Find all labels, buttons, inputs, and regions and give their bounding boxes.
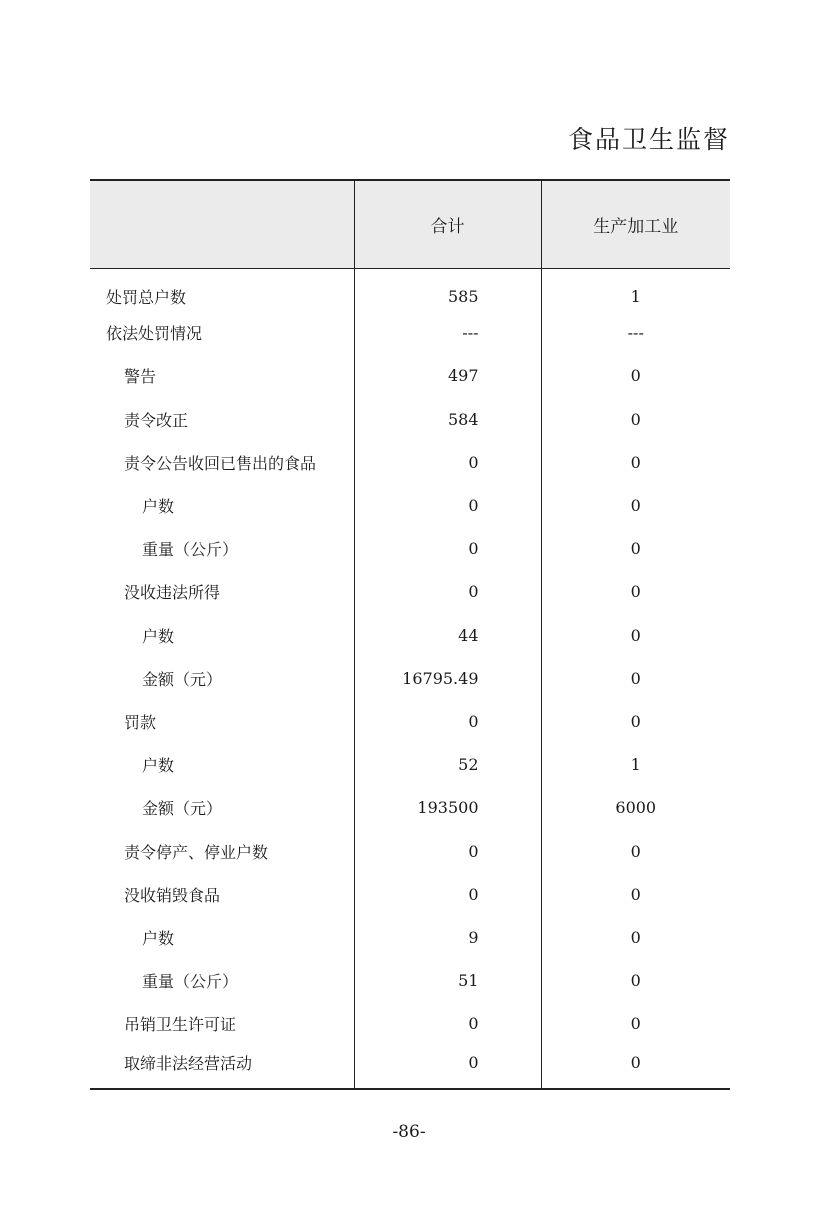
production-value: 6000 — [615, 798, 657, 818]
table-row — [90, 1002, 730, 1045]
row-label: 金额（元） — [142, 799, 223, 819]
row-label: 责令改正 — [124, 410, 189, 430]
table-row — [90, 916, 730, 959]
row-label: 罚款 — [124, 712, 157, 732]
table-row — [90, 873, 730, 916]
row-label: 警告 — [124, 367, 157, 387]
production-value: 0 — [630, 539, 641, 559]
table-row — [90, 743, 730, 786]
row-label: 户数 — [142, 756, 175, 776]
production-value: 0 — [630, 625, 641, 645]
production-value: 0 — [630, 668, 641, 688]
row-label: 吊销卫生许可证 — [124, 1015, 237, 1035]
production-value: 0 — [630, 496, 641, 516]
total-value: 0 — [354, 441, 541, 484]
total-value: 16795.49 — [354, 657, 541, 700]
table-row — [90, 614, 730, 657]
table-row — [90, 484, 730, 527]
total-value: 44 — [354, 614, 541, 657]
production-value: 0 — [630, 884, 641, 904]
row-label: 没收销毁食品 — [124, 885, 221, 905]
production-value: 0 — [630, 841, 641, 861]
total-value: 193500 — [354, 786, 541, 829]
table-row — [90, 570, 730, 613]
page-number: -86- — [392, 1122, 426, 1142]
row-label: 金额（元） — [142, 669, 223, 689]
table-row — [90, 959, 730, 1002]
header-production: 生产加工业 — [541, 180, 730, 268]
table-body — [90, 268, 730, 1089]
total-value: 0 — [354, 484, 541, 527]
production-value: --- — [627, 323, 644, 343]
row-label: 户数 — [142, 626, 175, 646]
production-value: 0 — [630, 409, 641, 429]
row-label: 重量（公斤） — [142, 972, 239, 992]
penalty-table-container — [90, 179, 730, 1090]
total-value: 0 — [354, 873, 541, 916]
table-row — [90, 354, 730, 397]
row-label: 没收违法所得 — [124, 583, 221, 603]
total-value: 9 — [354, 916, 541, 959]
production-value: 0 — [630, 582, 641, 602]
table-row — [90, 786, 730, 829]
table-row — [90, 527, 730, 570]
total-value: 584 — [354, 398, 541, 441]
production-value: 0 — [630, 1014, 641, 1034]
row-label: 取缔非法经营活动 — [90, 1045, 354, 1088]
row-label: 责令停产、停业户数 — [124, 842, 269, 862]
row-label: 户数 — [142, 497, 175, 517]
row-label: 户数 — [142, 928, 175, 948]
table-row — [90, 700, 730, 743]
header-total: 合计 — [354, 180, 541, 268]
table-header-row — [90, 180, 730, 268]
row-label: 重量（公斤） — [142, 540, 239, 560]
total-value: 0 — [354, 829, 541, 872]
table-row — [90, 1045, 730, 1088]
total-value: --- — [354, 311, 541, 354]
production-value: 0 — [541, 1045, 730, 1088]
table-row — [90, 398, 730, 441]
production-value: 0 — [630, 971, 641, 991]
total-value: 51 — [354, 959, 541, 1002]
total-value: 0 — [354, 700, 541, 743]
total-value: 0 — [354, 527, 541, 570]
total-value: 0 — [354, 570, 541, 613]
table-row — [90, 829, 730, 872]
production-value: 1 — [630, 287, 641, 307]
table-row — [90, 311, 730, 354]
production-value: 0 — [630, 927, 641, 947]
section-title: 食品卫生监督 — [567, 125, 730, 154]
production-value: 0 — [630, 452, 641, 472]
production-value: 1 — [630, 755, 641, 775]
row-label: 依法处罚情况 — [106, 324, 203, 344]
row-label: 处罚总户数 — [106, 288, 187, 308]
header-label-cell — [90, 180, 354, 268]
total-value: 0 — [354, 1002, 541, 1045]
total-value: 585 — [354, 268, 541, 311]
total-value: 0 — [354, 1045, 541, 1088]
table-row — [90, 268, 730, 311]
production-value: 0 — [630, 366, 641, 386]
total-value: 52 — [354, 743, 541, 786]
production-value: 0 — [630, 711, 641, 731]
table-row — [90, 441, 730, 484]
penalty-table — [90, 179, 730, 1090]
table-row — [90, 657, 730, 700]
total-value: 497 — [354, 354, 541, 397]
row-label: 责令公告收回已售出的食品 — [124, 453, 317, 473]
